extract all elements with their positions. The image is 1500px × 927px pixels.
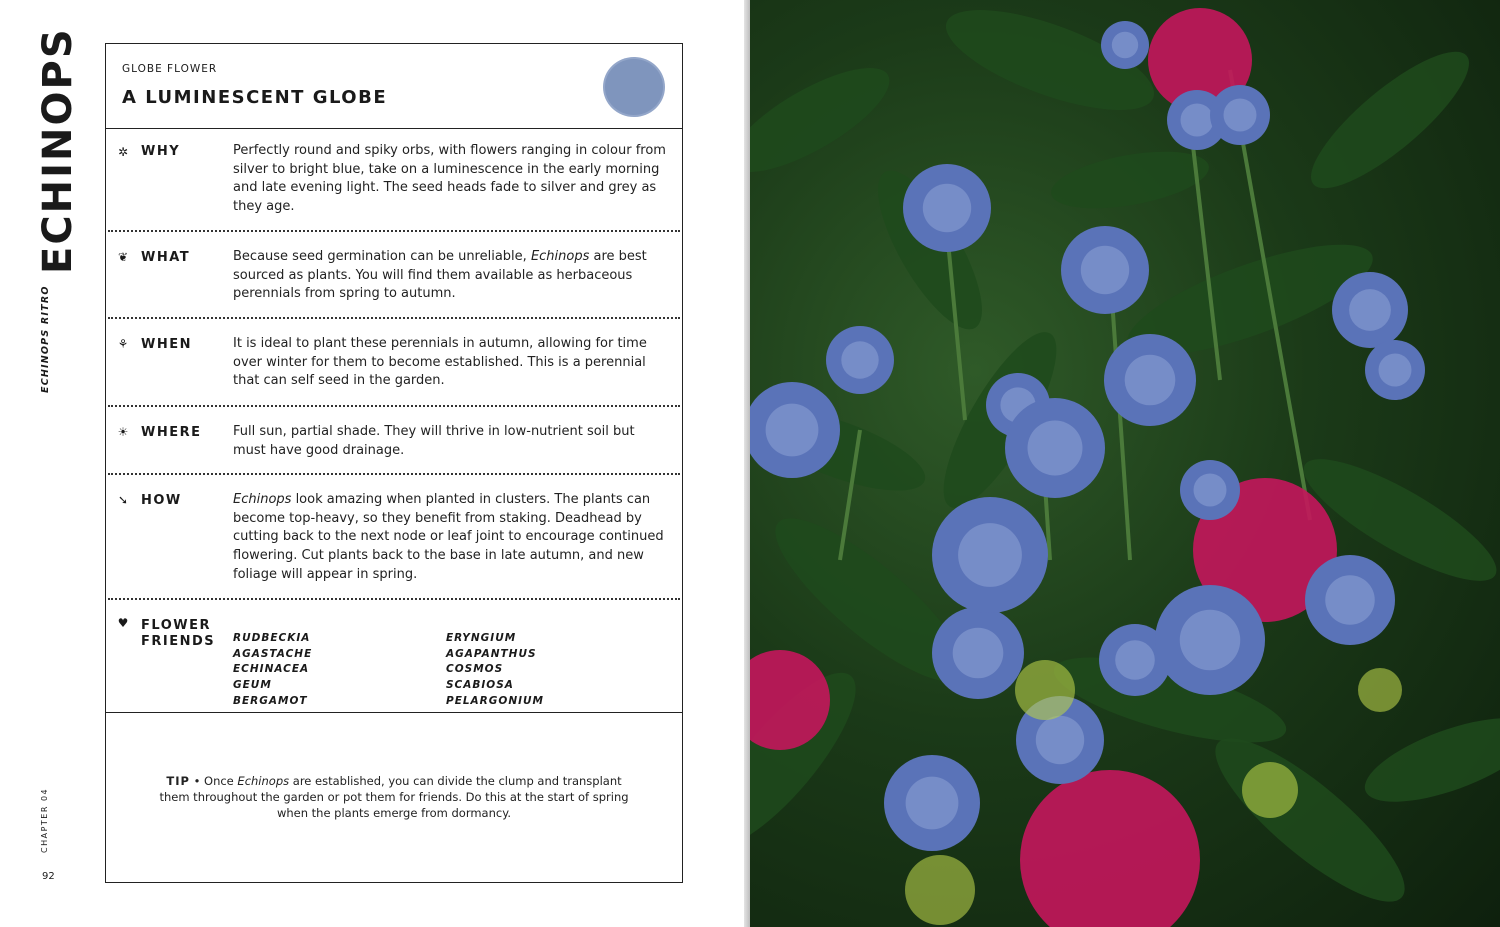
row-label-where: WHERE <box>141 425 202 440</box>
color-swatch <box>605 59 663 115</box>
blurred-bud <box>1358 668 1402 712</box>
row-text-when: It is ideal to plant these perennials in autumn, allowing for time over winter for them to become established. This is a perennial that can self seed in the garden. <box>233 336 647 389</box>
left-page <box>0 0 748 927</box>
globe-highlight <box>1379 354 1412 387</box>
flower-friend-item: COSMOS <box>446 663 504 676</box>
blurred-bud <box>905 855 975 925</box>
leaf-shape <box>1047 141 1213 218</box>
chapter-label: CHAPTER 04 <box>40 787 49 853</box>
globe-highlight <box>1349 289 1391 331</box>
flower-photo <box>750 0 1500 927</box>
plant-card <box>105 43 683 883</box>
friends-list-1 <box>233 631 312 710</box>
card-section-rule <box>106 712 682 713</box>
divider <box>108 405 680 407</box>
divider <box>108 598 680 600</box>
flower-friend-item: GEUM <box>233 679 272 692</box>
leaf-shape <box>750 49 903 191</box>
sparkle-icon: ✲ <box>117 145 129 159</box>
card-header <box>106 44 682 129</box>
row-text-how <box>233 491 669 585</box>
heart-icon: ♥ <box>117 616 129 630</box>
echinops-photo-illustration <box>750 0 1500 927</box>
blurred-bud <box>1242 762 1298 818</box>
globe-highlight <box>1125 355 1176 406</box>
page-number: 92 <box>42 871 55 882</box>
text-segment: are best sourced as plants. You will find them available as herbaceous perennials from spring to autumn. <box>233 249 647 302</box>
globe-highlight <box>1194 474 1227 507</box>
row-label-when: WHEN <box>141 337 192 352</box>
text-emphasis: Echinops <box>237 774 290 788</box>
divider <box>108 230 680 232</box>
flower-friend-item: PELARGONIUM <box>446 694 544 707</box>
globe-highlight <box>1115 640 1155 680</box>
leaf-shape <box>1355 701 1500 819</box>
tip-label: TIP <box>166 774 190 788</box>
globe-highlight <box>958 523 1022 587</box>
card-eyebrow: GLOBE FLOWER <box>122 63 218 75</box>
tip-bullet: • <box>193 774 201 788</box>
leaf-shape <box>1294 33 1486 208</box>
latin-name: ECHINOPS RITRO <box>40 285 51 393</box>
row-text-what <box>233 248 669 304</box>
flower-friend-item: BERGAMOT <box>233 694 308 707</box>
globe-highlight <box>1081 246 1129 294</box>
text-segment: Once <box>204 774 238 788</box>
row-label-how: HOW <box>141 493 182 508</box>
flower-friend-item: RUDBECKIA <box>233 632 311 644</box>
friends-list-2 <box>446 631 544 710</box>
flower-friend-item: ERYNGIUM <box>446 632 517 644</box>
globe-highlight <box>1112 32 1138 58</box>
text-segment: are established, you can divide the clump and transplant them throughout the garden or pot them for friends. Do this at the start of spring when the plants emerge from dormancy. <box>159 774 629 820</box>
globe-highlight <box>1325 575 1375 625</box>
globe-highlight <box>1181 104 1214 137</box>
pink-flower <box>1020 770 1200 927</box>
text-segment: look amazing when planted in clusters. The plants can become top-heavy, so they benefit from staking. Deadhead by cutting back to the next node or leaf joint to encourage continued flowering. Cut plants back to the base in late autumn, and new foliage will appear in spring. <box>233 492 664 582</box>
trowel-icon: ➘ <box>117 493 129 507</box>
divider <box>108 317 680 319</box>
globe-highlight <box>1180 610 1241 671</box>
row-label-why: WHY <box>141 144 181 159</box>
globe-highlight <box>953 628 1004 679</box>
text-emphasis: Echinops <box>233 492 292 507</box>
leaf-shape <box>1196 716 1425 924</box>
globe-highlight <box>906 777 959 830</box>
sprout-icon: ⚘ <box>117 337 129 351</box>
text-emphasis: Echinops <box>530 249 590 264</box>
globe-highlight <box>766 404 819 457</box>
flower-friend-item: SCABIOSA <box>446 679 514 692</box>
sun-icon: ☀ <box>117 425 129 439</box>
flower-friend-item: AGAPANTHUS <box>446 647 537 660</box>
text-segment: Because seed germination can be unreliable, <box>233 249 531 264</box>
flower-friend-item: AGASTACHE <box>233 647 313 660</box>
globe-highlight <box>841 341 878 378</box>
seed-icon: ❦ <box>117 250 129 264</box>
vertical-title: ECHINOPS <box>35 27 81 274</box>
tip-box <box>156 773 632 821</box>
row-text-where: Full sun, partial shade. They will thrive in low-nutrient soil but must have good drainage. <box>233 424 635 458</box>
divider <box>108 473 680 475</box>
label-line: FRIENDS <box>141 634 216 649</box>
flower-friend-item: ECHINACEA <box>233 663 310 676</box>
blurred-bud <box>1015 660 1075 720</box>
globe-highlight <box>1036 716 1084 764</box>
globe-highlight <box>1028 421 1083 476</box>
globe-highlight <box>1224 99 1257 132</box>
row-text-why: Perfectly round and spiky orbs, with flowers ranging in colour from silver to bright blue, take on a luminescence in the early morning and late evening light. The seed heads fade to silver and grey as they age. <box>233 143 666 215</box>
globe-highlight <box>923 184 971 232</box>
label-line: FLOWER <box>141 618 211 633</box>
card-headline: A LUMINESCENT GLOBE <box>122 87 388 108</box>
row-label-what: WHAT <box>141 250 191 265</box>
row-label-friends <box>141 618 215 650</box>
